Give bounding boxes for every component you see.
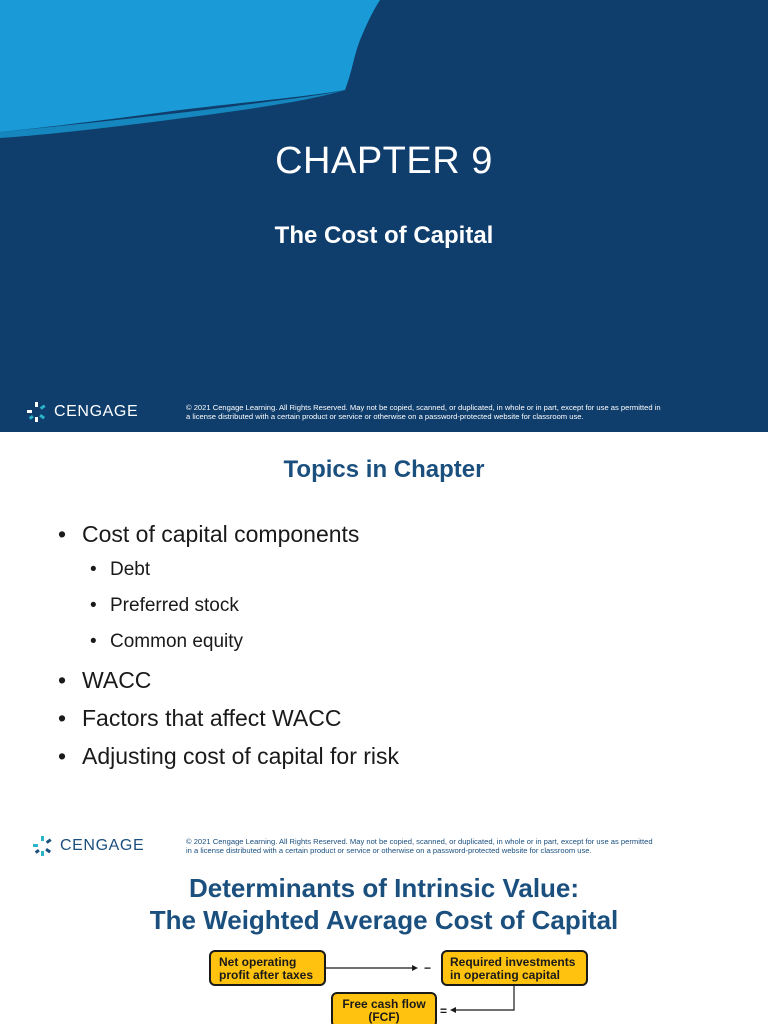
nopat-label-line-1: Net operating: [219, 955, 297, 969]
fcf-label-line-1: Free cash flow: [342, 997, 426, 1011]
title-slide: [0, 0, 768, 432]
nopat-label-line-2: profit after taxes: [219, 968, 314, 982]
required-investments-line-1: Required investments: [450, 955, 576, 969]
required-investments-box: [441, 950, 588, 986]
chapter-title: CHAPTER 9: [275, 140, 493, 182]
topic-item: • Cost of capital components: [56, 520, 399, 558]
copyright-notice: [186, 403, 661, 421]
subtopic-item: • Debt: [56, 558, 399, 594]
cengage-logo: [32, 835, 144, 857]
topics-title: Topics in Chapter: [283, 456, 485, 483]
copyright-line-1: © 2021 Cengage Learning. All Rights Reserved. May not be copied, scanned, or duplicated, in whole or in part, except for use as permitted in: [186, 403, 661, 412]
wacc-slide: [0, 864, 768, 1024]
topics-slide: [0, 432, 768, 864]
topic-item: • Adjusting cost of capital for risk: [56, 742, 399, 780]
subtopic-item: • Preferred stock: [56, 594, 399, 630]
equals-operator: =: [440, 1004, 448, 1018]
nopat-box: [209, 950, 326, 986]
copyright-notice: [186, 837, 653, 855]
minus-operator: −: [424, 961, 432, 975]
topic-item: • Factors that affect WACC: [56, 704, 399, 742]
cengage-logo-text: CENGAGE: [60, 837, 145, 854]
fcf-label-line-2: (FCF): [368, 1010, 400, 1024]
copyright-line-2: a license distributed with a certain product or service or otherwise on a password-protected website for classroom use.: [186, 412, 584, 421]
required-investments-line-2: in operating capital: [450, 968, 561, 982]
cengage-logo-text: CENGAGE: [54, 403, 139, 420]
free-cash-flow-box: [331, 992, 437, 1024]
subtopic-item: • Common equity: [56, 630, 399, 666]
topics-list: [56, 520, 399, 780]
header-swoosh-graphic: [0, 0, 768, 160]
copyright-line-1: © 2021 Cengage Learning. All Rights Reserved. May not be copied, scanned, or duplicated, in whole or in part, except for use as permitted: [186, 837, 653, 846]
wacc-title-line-2: The Weighted Average Cost of Capital: [149, 905, 619, 935]
wacc-title-line-1: Determinants of Intrinsic Value:: [188, 873, 580, 903]
cengage-logo: [26, 401, 138, 423]
copyright-line-2: in a license distributed with a certain product or service or otherwise on a password-protected website for classroom use.: [186, 846, 592, 855]
topic-item: • WACC: [56, 666, 399, 704]
slide-footer: [0, 392, 768, 432]
cengage-logo-icon: [26, 401, 48, 423]
cengage-logo-icon: [32, 835, 54, 857]
chapter-subtitle: The Cost of Capital: [274, 222, 494, 249]
